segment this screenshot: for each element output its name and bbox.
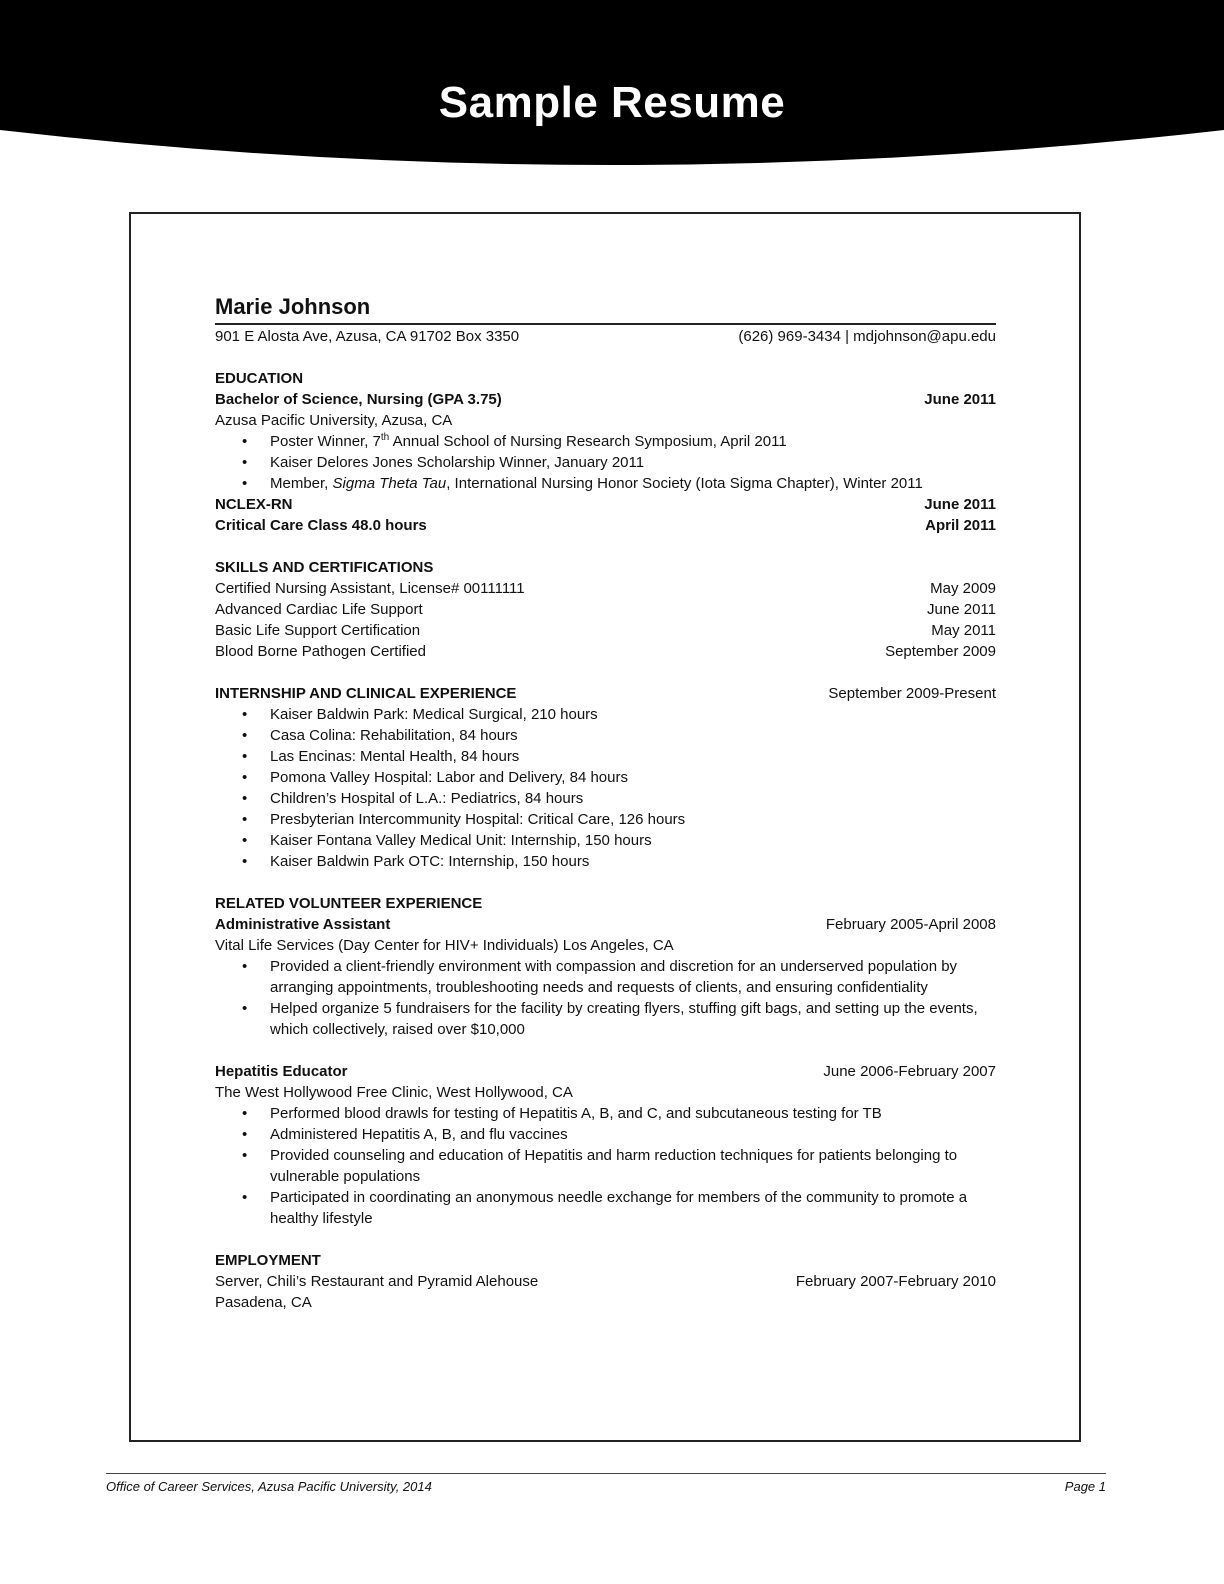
skill-row: Basic Life Support Certification May 2011 xyxy=(215,622,996,639)
list-item: • Kaiser Fontana Valley Medical Unit: Internship, 150 hours xyxy=(215,830,996,851)
list-item: • Presbyterian Intercommunity Hospital: Critical Care, 126 hours xyxy=(215,809,996,830)
phone-email: (626) 969-3434 | mdjohnson@apu.edu xyxy=(738,328,996,345)
list-item: • Member, Sigma Theta Tau, International Nursing Honor Society (Iota Sigma Chapter), Winter 2011 xyxy=(215,473,996,494)
resume-body xyxy=(215,326,996,1313)
skill-row: Certified Nursing Assistant, License# 00111111 May 2009 xyxy=(215,580,996,597)
name-divider xyxy=(215,323,996,325)
employment-job: Server, Chili’s Restaurant and Pyramid Alehouse xyxy=(215,1273,539,1290)
job-org: Vital Life Services (Day Center for HIV+ Individuals) Los Angeles, CA xyxy=(215,937,674,954)
list-item: • Kaiser Delores Jones Scholarship Winner, January 2011 xyxy=(215,452,996,473)
list-item: • Provided counseling and education of Hepatitis and harm reduction techniques for patients belonging to vulnerable populations xyxy=(215,1145,996,1187)
internship-heading: INTERNSHIP AND CLINICAL EXPERIENCE xyxy=(215,685,517,702)
list-item: • Kaiser Baldwin Park OTC: Internship, 150 hours xyxy=(215,851,996,872)
list-item: • Participated in coordinating an anonymous needle exchange for members of the community to promote a healthy lifestyle xyxy=(215,1187,996,1229)
job-date: June 2006-February 2007 xyxy=(823,1063,996,1080)
list-item: • Pomona Valley Hospital: Labor and Delivery, 84 hours xyxy=(215,767,996,788)
list-item: • Helped organize 5 fundraisers for the facility by creating flyers, stuffing gift bags, and setting up the events, which collectively, raised over $10,000 xyxy=(215,998,996,1040)
employment-date: February 2007-February 2010 xyxy=(795,1273,996,1290)
nclex-row: NCLEX-RN June 2011 xyxy=(215,496,996,513)
degree-date: June 2011 xyxy=(924,391,996,408)
footer-page-number: Page 1 xyxy=(1064,1479,1106,1494)
degree-row xyxy=(215,389,996,410)
job-title-row xyxy=(215,1061,996,1082)
school: Azusa Pacific University, Azusa, CA xyxy=(215,412,453,429)
list-item: • Performed blood drawls for testing of Hepatitis A, B, and C, and subcutaneous testing for TB xyxy=(215,1103,996,1124)
list-item: • Kaiser Baldwin Park: Medical Surgical, 210 hours xyxy=(215,704,996,725)
job-date: February 2005-April 2008 xyxy=(825,916,996,933)
internship-list xyxy=(215,704,996,872)
education-honors-list xyxy=(215,431,996,494)
internship-heading-row xyxy=(215,683,996,704)
job-org: The West Hollywood Free Clinic, West Hollywood, CA xyxy=(215,1084,573,1101)
list-item: • Casa Colina: Rehabilitation, 84 hours xyxy=(215,725,996,746)
job-duties-list xyxy=(215,1103,996,1229)
employment-heading: EMPLOYMENT xyxy=(215,1252,321,1269)
skill-row: Blood Borne Pathogen Certified September 2009 xyxy=(215,643,996,660)
education-heading: EDUCATION xyxy=(215,370,304,387)
skill-row: Advanced Cardiac Life Support June 2011 xyxy=(215,601,996,618)
footer-divider xyxy=(106,1473,1106,1474)
list-item: • Administered Hepatitis A, B, and flu vaccines xyxy=(215,1124,996,1145)
job-title: Administrative Assistant xyxy=(215,916,391,933)
job-title-row xyxy=(215,914,996,935)
job-title: Hepatitis Educator xyxy=(215,1063,348,1080)
footer-office: Office of Career Services, Azusa Pacific University, 2014 xyxy=(106,1479,432,1494)
skills-heading: SKILLS AND CERTIFICATIONS xyxy=(215,559,434,576)
list-item: • Provided a client-friendly environment with compassion and discretion for an underserved population by arranging appointments, troubleshooting needs and requests of clients, and ensuring confidentiality xyxy=(215,956,996,998)
candidate-name: Marie Johnson xyxy=(215,294,371,319)
list-item: • Poster Winner, 7th Annual School of Nursing Research Symposium, April 2011 xyxy=(215,431,996,452)
contact-row xyxy=(215,326,996,347)
degree: Bachelor of Science, Nursing (GPA 3.75) xyxy=(215,391,502,408)
banner-title: Sample Resume xyxy=(438,78,786,127)
volunteer-heading: RELATED VOLUNTEER EXPERIENCE xyxy=(215,895,483,912)
employment-location: Pasadena, CA xyxy=(215,1294,312,1311)
address: 901 E Alosta Ave, Azusa, CA 91702 Box 3350 xyxy=(215,328,520,345)
list-item: • Las Encinas: Mental Health, 84 hours xyxy=(215,746,996,767)
critical-care-row: Critical Care Class 48.0 hours April 2011 xyxy=(215,517,996,534)
employment-row xyxy=(215,1271,996,1292)
list-item: • Children’s Hospital of L.A.: Pediatrics, 84 hours xyxy=(215,788,996,809)
internship-date: September 2009-Present xyxy=(828,685,996,702)
job-duties-list xyxy=(215,956,996,1040)
